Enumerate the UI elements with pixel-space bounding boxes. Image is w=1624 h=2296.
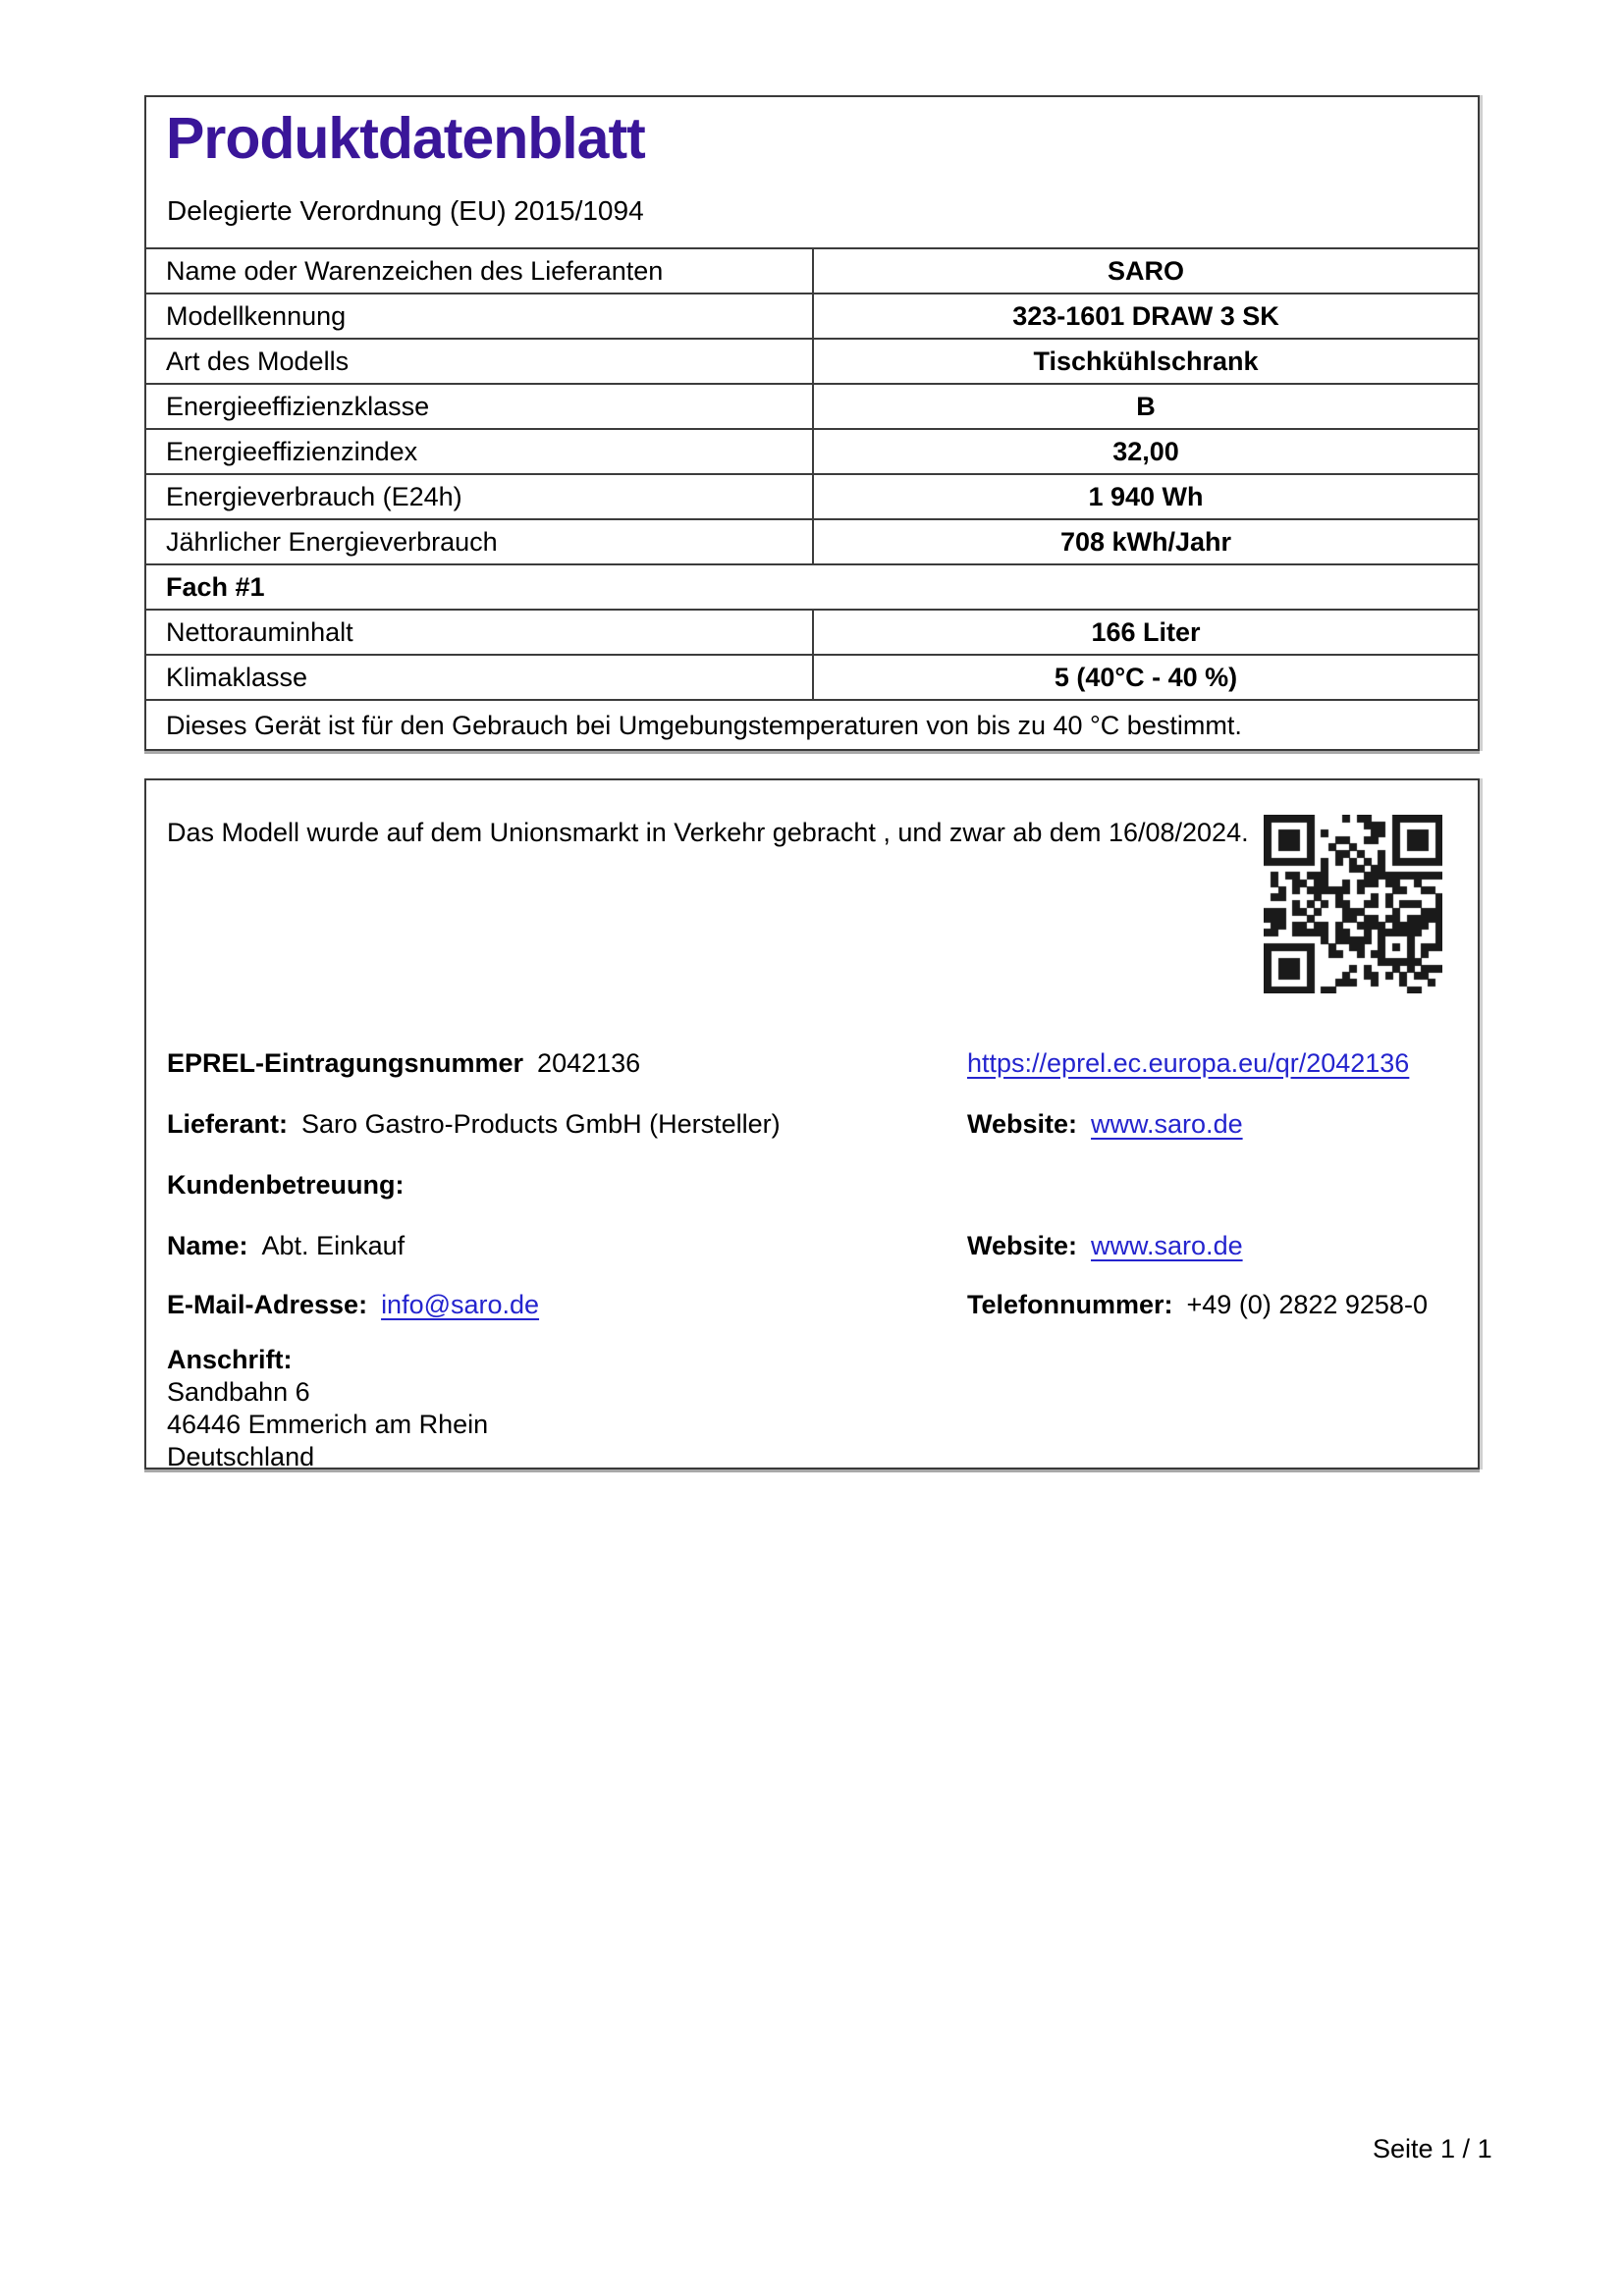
row-label: Jährlicher Energieverbrauch xyxy=(146,519,813,564)
row-value: 32,00 xyxy=(813,429,1478,474)
website-link[interactable]: www.saro.de xyxy=(1091,1109,1243,1139)
supplier-row xyxy=(167,1109,781,1140)
row-label: Energieeffizienzklasse xyxy=(146,384,813,429)
table-row xyxy=(146,248,1478,294)
row-label: Klimaklasse xyxy=(146,655,813,700)
table-row xyxy=(146,655,1478,700)
row-label: Energieeffizienzindex xyxy=(146,429,813,474)
website-link[interactable]: www.saro.de xyxy=(1091,1231,1243,1260)
website-row-2 xyxy=(967,1231,1243,1261)
eprel-number xyxy=(167,1048,640,1079)
email-link[interactable]: info@saro.de xyxy=(381,1290,540,1319)
phone-row xyxy=(967,1290,1428,1320)
page-title: Produktdatenblatt xyxy=(166,106,645,171)
supplier-label: Lieferant: xyxy=(167,1109,289,1139)
website-label: Website: xyxy=(967,1231,1078,1260)
supplier-value: Saro Gastro-Products GmbH (Hersteller) xyxy=(301,1109,781,1139)
email-row xyxy=(167,1290,539,1320)
row-value: 1 940 Wh xyxy=(813,474,1478,519)
row-value: 708 kWh/Jahr xyxy=(813,519,1478,564)
table-row xyxy=(146,519,1478,564)
ambient-temperature-note: Dieses Gerät ist für den Gebrauch bei Umgebungstemperaturen von bis zu 40 °C bestimmt. xyxy=(146,700,1478,750)
market-info-box xyxy=(144,778,1480,1469)
address-street: Sandbahn 6 xyxy=(167,1377,310,1407)
row-value: SARO xyxy=(813,248,1478,294)
table-row xyxy=(146,429,1478,474)
row-value: 323-1601 DRAW 3 SK xyxy=(813,294,1478,339)
page-indicator: Seite 1 / 1 xyxy=(1373,2134,1492,2163)
table-row xyxy=(146,610,1478,655)
website-row-1 xyxy=(967,1109,1243,1140)
phone-value: +49 (0) 2822 9258-0 xyxy=(1186,1290,1428,1319)
table-row xyxy=(146,474,1478,519)
datasheet-box xyxy=(144,95,1480,751)
market-placement-note: Das Modell wurde auf dem Unionsmarkt in Verkehr gebracht , und zwar ab dem 16/08/2024. xyxy=(167,818,1249,847)
row-label: Art des Modells xyxy=(146,339,813,384)
row-value: B xyxy=(813,384,1478,429)
eprel-label: EPREL-Eintragungsnummer xyxy=(167,1048,524,1078)
contact-name-value: Abt. Einkauf xyxy=(261,1231,406,1260)
table-section-row xyxy=(146,564,1478,610)
website-label: Website: xyxy=(967,1109,1078,1139)
contact-name-row xyxy=(167,1231,405,1261)
row-label: Modellkennung xyxy=(146,294,813,339)
row-label: Energieverbrauch (E24h) xyxy=(146,474,813,519)
table-row xyxy=(146,339,1478,384)
table-note-row xyxy=(146,700,1478,750)
row-label: Nettorauminhalt xyxy=(146,610,813,655)
eprel-value: 2042136 xyxy=(537,1048,641,1078)
row-value: 166 Liter xyxy=(813,610,1478,655)
address-country: Deutschland xyxy=(167,1442,315,1471)
address-city: 46446 Emmerich am Rhein xyxy=(167,1410,489,1439)
table-row xyxy=(146,384,1478,429)
email-label: E-Mail-Adresse: xyxy=(167,1290,368,1319)
contact-name-label: Name: xyxy=(167,1231,248,1260)
customer-service-heading: Kundenbetreuung: xyxy=(167,1170,405,1200)
table-row xyxy=(146,294,1478,339)
qr-code-icon xyxy=(1264,815,1442,993)
spec-table xyxy=(146,247,1478,750)
address-heading: Anschrift: xyxy=(167,1345,293,1374)
phone-label: Telefonnummer: xyxy=(967,1290,1173,1319)
regulation-subtitle: Delegierte Verordnung (EU) 2015/1094 xyxy=(167,195,644,226)
eprel-link-row xyxy=(967,1048,1409,1079)
eprel-link[interactable]: https://eprel.ec.europa.eu/qr/2042136 xyxy=(967,1048,1410,1078)
section-label: Fach #1 xyxy=(146,564,1478,610)
row-label: Name oder Warenzeichen des Lieferanten xyxy=(146,248,813,294)
row-value: Tischkühlschrank xyxy=(813,339,1478,384)
row-value: 5 (40°C - 40 %) xyxy=(813,655,1478,700)
